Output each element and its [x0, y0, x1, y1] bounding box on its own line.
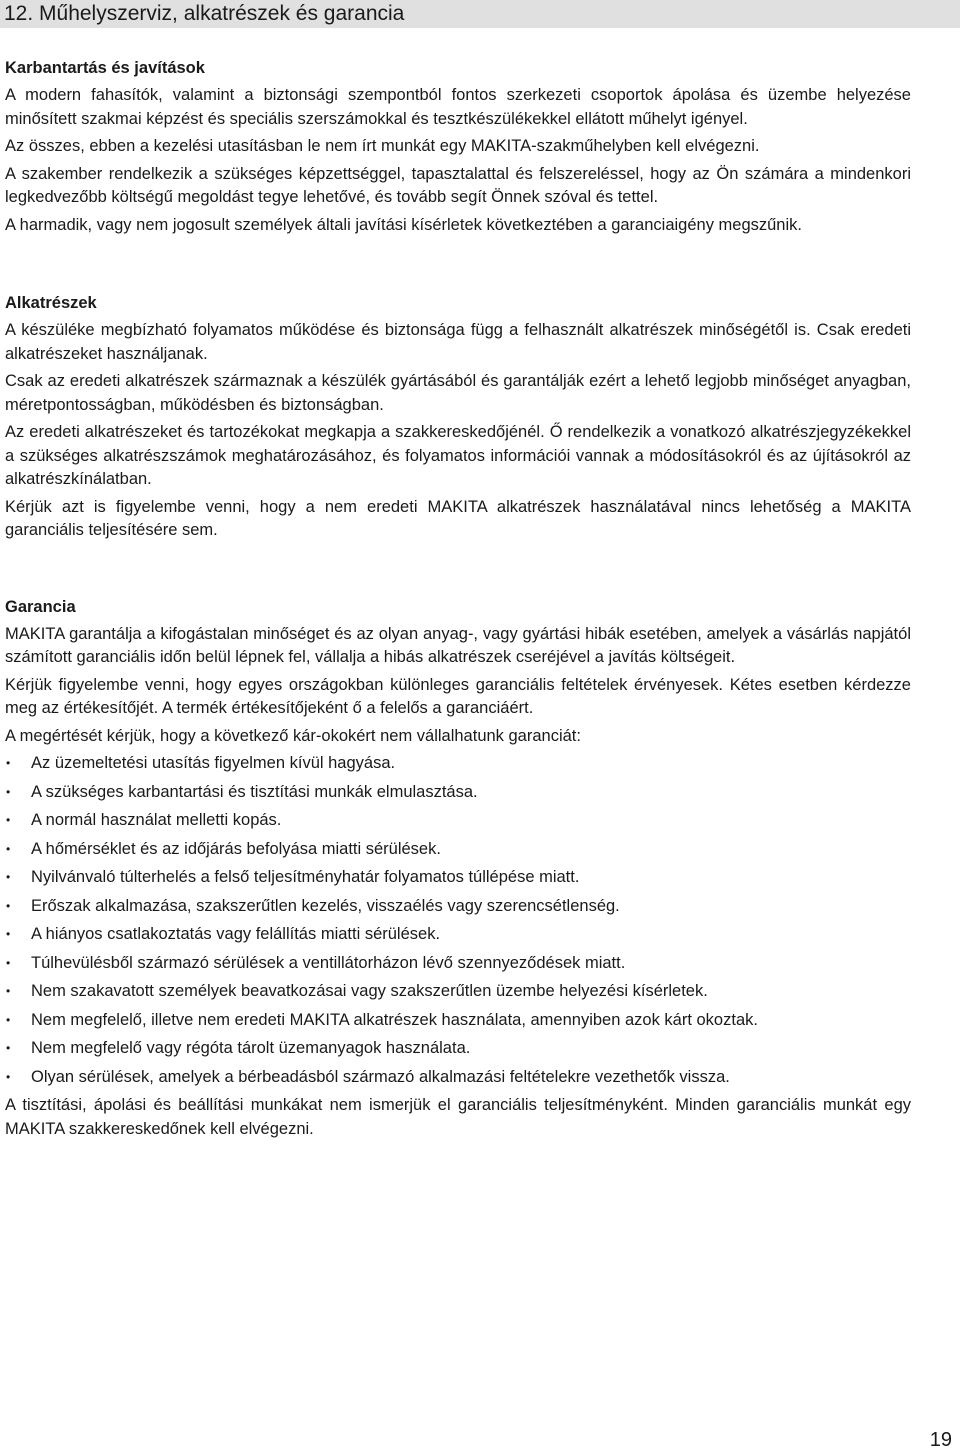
section-heading: Garancia [5, 597, 76, 616]
paragraph: A megértését kérjük, hogy a következő kár-okokért nem vállalhatunk garanciát: [5, 726, 581, 745]
list-item [5, 895, 911, 919]
bullet-icon: • [6, 955, 11, 970]
list-item [5, 923, 911, 947]
bullet-icon: • [6, 898, 11, 913]
bullet-icon: • [6, 841, 11, 856]
page-number: 19 [929, 1429, 952, 1451]
bullet-icon: • [6, 784, 11, 799]
paragraph: A modern fahasítók, valamint a biztonsági szempontból fontos szerkezeti csoportok ápolása és üzembe helyezése minősített szakmai képzést és speciális szerszámokkal és tesztkészülékekkel ellátott műhelyt igényel. [5, 86, 911, 128]
list-item-text: Az üzemeltetési utasítás figyelmen kívül hagyása. [31, 754, 396, 772]
paragraph: A harmadik, vagy nem jogosult személyek általi javítási kísérletek következtében a garanciaigény megszűnik. [5, 215, 802, 234]
bullet-icon: • [6, 927, 11, 941]
bullet-icon: • [6, 813, 11, 827]
list-item [5, 1037, 911, 1061]
list-item [5, 866, 911, 890]
paragraph: Kérjük figyelembe venni, hogy egyes országokban különleges garanciális feltételek érvényesek. Kétes esetben kérdezze meg az értékesítőjét. A termék értékesítőjeként ő a felelős a garanciáért. [5, 675, 911, 717]
bullet-icon: • [6, 870, 11, 884]
list-item [5, 781, 911, 805]
list-item [5, 752, 911, 776]
list-item-text: Erőszak alkalmazása, szakszerűtlen kezelés, visszaélés vagy szerencsétlenség. [31, 896, 620, 915]
list-item-text: A hőmérséklet és az időjárás befolyása miatti sérülések. [31, 839, 441, 858]
bullet-icon: • [6, 1041, 11, 1055]
exclusion-list [5, 752, 911, 1089]
paragraph: A készüléke megbízható folyamatos működése és biztonsága függ a felhasznált alkatrészek minőségétől is. Csak eredeti alkatrészeket használjanak. [5, 321, 911, 363]
list-item [5, 980, 911, 1004]
list-item [5, 838, 911, 862]
list-item-text: Nem szakavatott személyek beavatkozásai vagy szakszerűtlen üzembe helyezési kísérletek. [31, 982, 708, 1000]
page-content [5, 56, 911, 1145]
list-item-text: A szükséges karbantartási és tisztítási munkák elmulasztása. [31, 782, 478, 801]
paragraph: Az összes, ebben a kezelési utasításban le nem írt munkát egy MAKITA-szakműhelyben kell elvégezni. [5, 137, 760, 155]
bullet-icon: • [6, 984, 11, 998]
list-item [5, 809, 911, 833]
list-item-text: Nem megfelelő vagy régóta tárolt üzemanyagok használata. [31, 1039, 471, 1057]
list-item-text: Nyilvánvaló túlterhelés a felső teljesítményhatár folyamatos túllépése miatt. [31, 868, 580, 886]
list-item-text: Olyan sérülések, amelyek a bérbeadásból származó alkalmazási feltételekre vezethetők vissza. [31, 1067, 730, 1086]
paragraph: MAKITA garantálja a kifogástalan minőséget és az olyan anyag-, vagy gyártási hibák esetében, amelyek a vásárlás napjától számított garanciális időn belül lépnek fel, vállalja a hibás alkatrészek cseréjével a javítás költségeit. [5, 624, 911, 666]
list-item-text: Nem megfelelő, illetve nem eredeti MAKITA alkatrészek használata, amennyiben azok kárt okoztak. [31, 1010, 758, 1029]
list-item [5, 952, 911, 976]
list-item [5, 1066, 911, 1090]
section-heading: Alkatrészek [5, 294, 97, 312]
section-heading: Karbantartás és javítások [5, 59, 205, 77]
paragraph: Kérjük azt is figyelembe venni, hogy a nem eredeti MAKITA alkatrészek használatával nincs lehetőség a MAKITA garanciális teljesítésére sem. [5, 497, 911, 539]
section-maintenance [5, 56, 911, 237]
section-warranty [5, 595, 911, 1142]
section-parts [5, 291, 911, 543]
list-item-text: Túlhevülésből származó sérülések a ventillátorházon lévő szennyeződések miatt. [31, 953, 626, 972]
list-item-text: A normál használat melletti kopás. [31, 811, 282, 829]
bullet-icon: • [6, 756, 11, 770]
list-item [5, 1009, 911, 1033]
closing-paragraph: A tisztítási, ápolási és beállítási munkákat nem ismerjük el garanciális teljesítményként. Minden garanciális munkát egy MAKITA szakkereskedőnek kell elvégezni. [5, 1096, 911, 1138]
paragraph: Csak az eredeti alkatrészek származnak a készülék gyártásából és garantálják ezért a lehető legjobb minőséget anyagban, méretpontosságban, működésben és biztonságban. [5, 372, 911, 414]
chapter-title: 12. Műhelyszerviz, alkatrészek és garancia [0, 0, 960, 28]
paragraph: Az eredeti alkatrészeket és tartozékokat megkapja a szakkereskedőjénél. Ő rendelkezik a vonatkozó alkatrészjegyzékekkel a szükséges alkatrészszámok meghatározásához, és folyamatos információi vannak a módosításokról és az újításokról az alkatrészkínálatban. [5, 423, 911, 488]
bullet-icon: • [6, 1069, 11, 1084]
bullet-icon: • [6, 1012, 11, 1027]
list-item-text: A hiányos csatlakoztatás vagy felállítás miatti sérülések. [31, 925, 441, 943]
paragraph: A szakember rendelkezik a szükséges képzettséggel, tapasztalattal és felszereléssel, hogy az Ön számára a mindenkori legkedvezőbb költségű megoldást tegye lehetővé, és tovább segít Önnek szóval és tettel. [5, 164, 911, 206]
